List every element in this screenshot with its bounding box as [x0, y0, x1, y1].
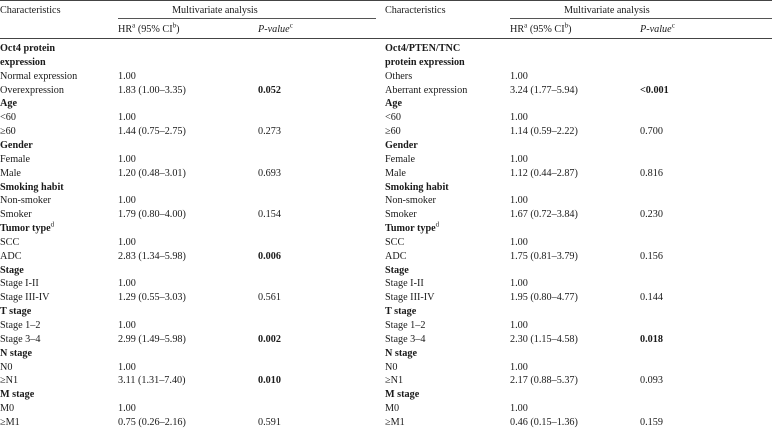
left-hr-header	[118, 23, 180, 36]
left-row-label	[0, 333, 40, 346]
right-row-p-text: <0.001	[640, 84, 669, 96]
hr-label: HR	[118, 24, 133, 35]
left-row-label	[0, 305, 31, 318]
left-row-hr-text: 1.29 (0.55–3.03)	[118, 292, 186, 304]
right-row-p-text: 0.816	[640, 167, 663, 179]
right-row-label-text: N0	[385, 361, 398, 373]
right-row-hr-text: 1.67 (0.72–3.84)	[510, 209, 578, 221]
right-row-label	[385, 402, 399, 415]
right-row-label	[385, 97, 402, 110]
right-row-label-text: Stage 1–2	[385, 320, 426, 331]
left-row-p-text: 0.154	[258, 209, 281, 221]
right-row-hr	[510, 333, 578, 346]
right-row-label	[385, 194, 436, 207]
left-row-label	[0, 167, 21, 180]
left-row-label	[0, 236, 19, 249]
right-row-hr-text: 2.17 (0.88–5.37)	[510, 375, 578, 387]
left-row-hr-text: 1.20 (0.48–3.01)	[118, 167, 186, 179]
left-row-label-text: Male	[0, 167, 21, 179]
right-multivariate-header: Multivariate analysis	[564, 5, 650, 16]
right-row-hr-text: 2.30 (1.15–4.58)	[510, 333, 578, 345]
left-row-label-text: T stage	[0, 306, 32, 318]
right-row-hr	[510, 402, 528, 415]
left-row-p-text: 0.002	[258, 333, 281, 345]
left-row-hr	[118, 208, 186, 221]
left-row-label	[0, 111, 16, 124]
right-row-hr	[510, 153, 528, 166]
left-row-label-text: Tumor type	[0, 223, 51, 235]
hr-label: HR	[510, 24, 525, 35]
left-row-hr	[118, 70, 136, 83]
left-row-hr	[118, 194, 136, 207]
left-row-label-text: Overexpression	[0, 84, 64, 96]
left-row-label-text: <60	[0, 112, 16, 124]
left-row-hr-text: 2.83 (1.34–5.98)	[118, 250, 186, 262]
right-row-p-text: 0.018	[640, 333, 663, 345]
right-row-hr-text: 1.14 (0.59–2.22)	[510, 126, 578, 138]
left-row-label	[0, 264, 24, 277]
left-row-label	[0, 208, 32, 221]
left-row-label-text: Stage III-IV	[0, 292, 50, 304]
header-bottom-rule	[0, 38, 772, 39]
right-row-label-text: ≥M1	[385, 416, 405, 428]
right-row-label	[385, 111, 401, 124]
left-row-hr	[118, 236, 136, 249]
right-p-header	[640, 23, 675, 36]
p-label: P-value	[258, 24, 290, 35]
right-row-label-text: Stage III-IV	[385, 292, 435, 304]
left-row-hr-text: 1.00	[118, 361, 136, 373]
right-row-label	[385, 139, 418, 152]
left-row-hr	[118, 319, 136, 332]
left-row-label	[0, 56, 46, 69]
ci-footnote: b	[172, 21, 177, 30]
right-row-label	[385, 291, 435, 304]
left-row-label-text: expression	[0, 56, 46, 68]
right-row-p-text: 0.159	[640, 416, 663, 428]
right-row-label	[385, 416, 405, 429]
right-row-p	[640, 333, 663, 346]
left-row-p	[258, 333, 281, 346]
right-row-label	[385, 333, 425, 346]
left-row-label	[0, 222, 54, 235]
left-row-label-text: Stage I-II	[0, 278, 39, 290]
left-row-label-text: ≥60	[0, 126, 16, 138]
right-row-label-text: M stage	[385, 389, 420, 401]
left-row-hr	[118, 374, 186, 387]
right-row-hr	[510, 291, 578, 304]
left-row-label-text: Age	[0, 98, 17, 110]
left-row-p-text: 0.591	[258, 416, 281, 428]
left-characteristics-header: Characteristics	[0, 5, 61, 16]
left-row-label-text: Non-smoker	[0, 195, 51, 207]
right-row-hr-text: 1.00	[510, 403, 528, 415]
left-row-hr	[118, 111, 136, 124]
left-row-p-text: 0.010	[258, 375, 281, 387]
p-label: P-value	[640, 24, 672, 35]
left-row-label	[0, 291, 50, 304]
right-row-hr	[510, 416, 578, 429]
left-row-p-text: 0.006	[258, 250, 281, 262]
right-row-hr-text: 1.12 (0.44–2.87)	[510, 167, 578, 179]
left-row-label	[0, 181, 64, 194]
right-row-hr	[510, 125, 578, 138]
right-hr-header	[510, 23, 572, 36]
left-row-label	[0, 250, 22, 263]
left-row-p	[258, 374, 281, 387]
right-row-hr	[510, 208, 578, 221]
right-row-label	[385, 264, 409, 277]
left-row-hr	[118, 125, 186, 138]
left-row-label	[0, 139, 33, 152]
right-row-label-text: M0	[385, 403, 400, 415]
left-row-label-text: Stage 3–4	[0, 333, 41, 345]
right-row-label-text: Stage 3–4	[385, 333, 426, 345]
left-row-label-text: Smoker	[0, 209, 32, 221]
right-row-label-text: Smoker	[385, 209, 417, 221]
left-row-label-text: Normal expression	[0, 70, 78, 82]
right-row-hr-text: 1.95 (0.80–4.77)	[510, 292, 578, 304]
left-row-label	[0, 388, 34, 401]
right-row-hr	[510, 111, 528, 124]
right-row-hr-text: 1.00	[510, 320, 528, 331]
right-row-label-text: ≥60	[385, 126, 401, 138]
left-row-hr	[118, 333, 186, 346]
left-row-p	[258, 208, 281, 221]
right-row-hr-text: 0.46 (0.15–1.36)	[510, 416, 578, 428]
right-row-p-text: 0.230	[640, 209, 663, 221]
left-row-label-text: Oct4 protein	[0, 43, 55, 54]
right-row-label-text: T stage	[385, 306, 417, 318]
left-row-label-text: M0	[0, 403, 15, 415]
left-row-label-text: Female	[0, 153, 30, 165]
right-row-p	[640, 416, 663, 429]
left-row-label	[0, 347, 32, 360]
left-row-hr	[118, 84, 186, 97]
right-row-label	[385, 250, 407, 263]
left-row-label-text: Gender	[0, 139, 33, 151]
right-row-label	[385, 361, 397, 374]
right-row-label-text: Others	[385, 70, 413, 82]
left-row-label	[0, 125, 16, 138]
right-row-label	[385, 125, 401, 138]
left-row-hr	[118, 402, 136, 415]
left-row-hr-text: 1.00	[118, 278, 136, 290]
right-row-p-text: 0.700	[640, 126, 663, 138]
left-row-label-text: ADC	[0, 250, 22, 262]
right-row-p	[640, 291, 663, 304]
left-row-hr	[118, 250, 186, 263]
left-row-p	[258, 167, 281, 180]
right-row-label	[385, 167, 406, 180]
right-row-hr	[510, 167, 578, 180]
right-row-label-text: Stage I-II	[385, 278, 424, 290]
right-row-p-text: 0.093	[640, 375, 663, 387]
left-row-hr-text: 1.00	[118, 195, 136, 207]
right-row-hr-text: 1.00	[510, 236, 528, 248]
right-row-label-text: Tumor type	[385, 223, 436, 235]
right-row-hr-text: 1.00	[510, 195, 528, 207]
right-row-p	[640, 250, 663, 263]
left-row-label-text: N0	[0, 361, 13, 373]
ci-close: )	[176, 24, 180, 35]
left-row-label	[0, 42, 55, 55]
left-row-p-text: 0.273	[258, 126, 281, 138]
right-row-hr	[510, 194, 528, 207]
left-row-p	[258, 250, 281, 263]
right-row-label-text: Non-smoker	[385, 195, 436, 207]
right-row-label-text: Aberrant expression	[385, 84, 468, 96]
left-row-p-text: 0.052	[258, 84, 281, 96]
right-row-label-text: Age	[385, 98, 402, 110]
right-row-label	[385, 222, 439, 235]
left-row-hr	[118, 153, 136, 166]
left-row-p	[258, 125, 281, 138]
left-row-label	[0, 402, 14, 415]
left-row-label	[0, 194, 51, 207]
left-row-p-text: 0.561	[258, 292, 281, 304]
table-top-rule	[0, 0, 772, 1]
right-row-hr	[510, 236, 528, 249]
right-row-hr-text: 1.00	[510, 112, 528, 124]
right-row-label-text: N stage	[385, 347, 417, 359]
right-row-label	[385, 56, 465, 69]
right-row-label	[385, 42, 460, 55]
right-row-label-text: <60	[385, 112, 401, 124]
left-row-hr-text: 0.75 (0.26–2.16)	[118, 416, 186, 428]
right-row-label	[385, 277, 424, 290]
right-row-label	[385, 388, 419, 401]
right-row-p	[640, 167, 663, 180]
left-row-hr-text: 1.79 (0.80–4.00)	[118, 209, 186, 221]
right-row-hr-text: 1.00	[510, 361, 528, 373]
left-row-label	[0, 277, 39, 290]
left-row-hr-text: 1.44 (0.75–2.75)	[118, 126, 186, 138]
right-row-label	[385, 347, 417, 360]
right-row-hr	[510, 361, 528, 374]
ci-label: (95% CI	[135, 24, 173, 35]
right-row-hr	[510, 319, 528, 332]
left-row-label-text: ≥M1	[0, 416, 20, 428]
right-row-hr	[510, 70, 528, 83]
left-row-label-text: N stage	[0, 347, 32, 359]
left-row-p	[258, 291, 281, 304]
right-row-label-text: protein expression	[385, 56, 465, 68]
right-row-label	[385, 236, 404, 249]
left-row-hr	[118, 291, 186, 304]
right-row-label-text: ADC	[385, 250, 407, 262]
left-row-label-text: Stage 1–2	[0, 320, 41, 331]
right-row-hr	[510, 277, 528, 290]
right-row-label-text: SCC	[385, 236, 405, 248]
left-row-hr-text: 1.00	[118, 112, 136, 124]
right-row-label	[385, 319, 425, 332]
right-row-p	[640, 208, 663, 221]
left-row-p	[258, 416, 281, 429]
left-row-label	[0, 319, 40, 332]
ci-close: )	[568, 24, 572, 35]
footnote-marker: d	[50, 220, 55, 229]
right-row-p	[640, 374, 663, 387]
right-characteristics-header: Characteristics	[385, 5, 446, 16]
left-group-rule	[118, 18, 376, 19]
right-row-p	[640, 84, 669, 97]
right-row-label	[385, 153, 415, 166]
right-row-hr	[510, 84, 578, 97]
left-row-p	[258, 84, 281, 97]
left-row-hr	[118, 277, 136, 290]
left-row-label-text: Smoking habit	[0, 181, 64, 193]
right-row-label-text: Smoking habit	[385, 181, 449, 193]
left-row-label-text: M stage	[0, 389, 35, 401]
left-row-hr	[118, 167, 186, 180]
right-row-hr-text: 1.00	[510, 153, 528, 165]
right-row-hr-text: 1.75 (0.81–3.79)	[510, 250, 578, 262]
hr-footnote: a	[132, 21, 136, 30]
left-row-label	[0, 361, 12, 374]
left-row-hr-text: 3.11 (1.31–7.40)	[118, 375, 186, 387]
p-footnote: c	[671, 21, 675, 30]
left-row-hr-text: 1.00	[118, 70, 136, 82]
left-p-header	[258, 23, 293, 36]
right-row-p-text: 0.144	[640, 292, 663, 304]
left-row-hr-text: 1.00	[118, 403, 136, 415]
left-row-p-text: 0.693	[258, 167, 281, 179]
right-row-label-text: Male	[385, 167, 406, 179]
left-row-label-text: Stage	[0, 264, 24, 276]
left-row-hr-text: 1.83 (1.00–3.35)	[118, 84, 186, 96]
left-row-label	[0, 374, 18, 387]
footnote-marker: d	[435, 220, 440, 229]
right-row-hr-text: 3.24 (1.77–5.94)	[510, 84, 578, 96]
left-row-hr-text: 1.00	[118, 153, 136, 165]
ci-footnote: b	[564, 21, 569, 30]
right-row-label	[385, 181, 449, 194]
left-row-hr-text: 2.99 (1.49–5.98)	[118, 333, 186, 345]
right-row-label	[385, 70, 412, 83]
p-footnote: c	[289, 21, 293, 30]
ci-label: (95% CI	[527, 24, 565, 35]
right-row-p-text: 0.156	[640, 250, 663, 262]
right-row-p	[640, 125, 663, 138]
left-row-hr	[118, 361, 136, 374]
left-row-hr	[118, 416, 186, 429]
left-row-label-text: ≥N1	[0, 375, 19, 387]
right-row-label	[385, 84, 467, 97]
right-row-label	[385, 305, 416, 318]
left-row-label	[0, 416, 20, 429]
right-row-label-text: Oct4/PTEN/TNC	[385, 43, 461, 54]
right-row-hr	[510, 250, 578, 263]
hr-footnote: a	[524, 21, 528, 30]
right-row-label-text: Gender	[385, 139, 418, 151]
right-group-rule	[510, 18, 772, 19]
right-row-label-text: ≥N1	[385, 375, 404, 387]
right-row-hr	[510, 374, 578, 387]
left-row-label	[0, 70, 77, 83]
right-row-label	[385, 374, 403, 387]
left-row-hr-text: 1.00	[118, 320, 136, 331]
right-row-hr-text: 1.00	[510, 70, 528, 82]
left-row-label	[0, 97, 17, 110]
right-row-label	[385, 208, 417, 221]
left-row-label	[0, 153, 30, 166]
right-row-hr-text: 1.00	[510, 278, 528, 290]
right-row-label-text: Stage	[385, 264, 409, 276]
left-row-label-text: SCC	[0, 236, 20, 248]
left-multivariate-header: Multivariate analysis	[172, 5, 258, 16]
right-row-label-text: Female	[385, 153, 415, 165]
left-row-label	[0, 84, 64, 97]
left-row-hr-text: 1.00	[118, 236, 136, 248]
